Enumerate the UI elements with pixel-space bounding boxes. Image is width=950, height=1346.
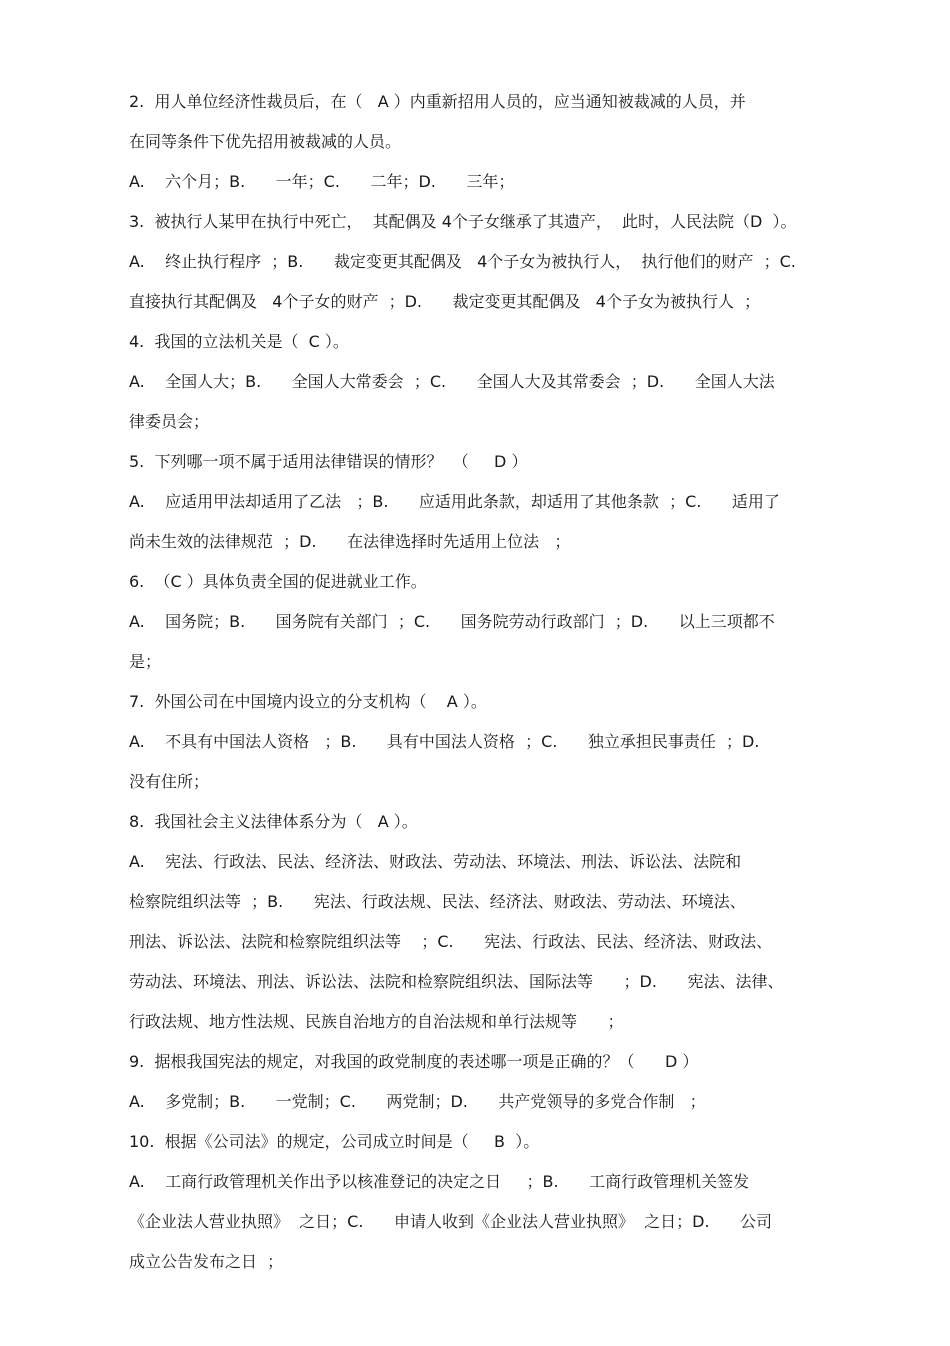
text-line: 劳动法、环境法、刑法、诉讼法、法院和检察院组织法、国际法等 ；D. 宪法、法律、 xyxy=(129,972,784,991)
text-line: 8. 我国社会主义法律体系分为（ A ）。 xyxy=(129,812,418,831)
text-line: 7. 外国公司在中国境内设立的分支机构（ A ）。 xyxy=(129,692,487,711)
text-line: 没有住所； xyxy=(129,772,210,791)
text-line: 检察院组织法等 ；B. 宪法、行政法规、民法、经济法、财政法、劳动法、环境法、 xyxy=(129,892,746,911)
text-line: 3. 被执行人某甲在执行中死亡， 其配偶及 4个子女继承了其遗产， 此时，人民法院（D ）。 xyxy=(129,212,797,231)
text-line: 刑法、诉讼法、法院和检察院组织法等 ；C. 宪法、行政法、民法、经济法、财政法、 xyxy=(129,932,773,951)
text-line: 直接执行其配偶及 4个子女的财产 ；D. 裁定变更其配偶及 4个子女为被执行人 ； xyxy=(129,292,761,311)
text-line: A. 国务院；B. 国务院有关部门 ；C. 国务院劳动行政部门 ；D. 以上三项都不 xyxy=(129,612,775,631)
text-line: 行政法规、地方性法规、民族自治地方的自治法规和单行法规等 ； xyxy=(129,1012,624,1031)
text-line: 4. 我国的立法机关是（ C ）。 xyxy=(129,332,349,351)
text-line: A. 全国人大；B. 全国人大常委会 ；C. 全国人大及其常委会 ；D. 全国人大法 xyxy=(129,372,775,391)
text-line: A. 宪法、行政法、民法、经济法、财政法、劳动法、环境法、刑法、诉讼法、法院和 xyxy=(129,852,742,871)
text-line: 9. 据根我国宪法的规定，对我国的政党制度的表述哪一项是正确的？（ D ） xyxy=(129,1052,699,1071)
text-line: 在同等条件下优先招用被裁减的人员。 xyxy=(129,132,402,151)
text-line: 《企业法人营业执照》 之日；C. 申请人收到《企业法人营业执照》 之日；D. 公司 xyxy=(129,1212,773,1231)
text-line: 2. 用人单位经济性裁员后，在（ A ）内重新招用人员的，应当通知被裁减的人员，并 xyxy=(129,92,746,111)
text-line: A. 不具有中国法人资格 ；B. 具有中国法人资格 ；C. 独立承担民事责任 ；D. xyxy=(129,732,760,751)
text-line: 5. 下列哪一项不属于适用法律错误的情形？ （ D ） xyxy=(129,452,528,471)
text-line: 成立公告发布之日 ； xyxy=(129,1252,284,1271)
text-line: A. 应适用甲法却适用了乙法 ；B. 应适用此条款，却适用了其他条款 ；C. 适用了 xyxy=(129,492,780,511)
text-line: A. 工商行政管理机关作出予以核准登记的决定之日 ；B. 工商行政管理机关签发 xyxy=(129,1172,750,1191)
text-line: A. 终止执行程序 ；B. 裁定变更其配偶及 4个子女为被执行人， 执行他们的财产 ；C. xyxy=(129,252,796,271)
text-line: A. 六个月；B. 一年；C. 二年；D. 三年； xyxy=(129,172,515,191)
text-line: 律委员会； xyxy=(129,412,210,431)
question-list xyxy=(129,88,854,1288)
text-line: 6. （C ）具体负责全国的促进就业工作。 xyxy=(129,572,427,591)
text-line: 是； xyxy=(129,652,162,671)
text-line: A. 多党制；B. 一党制；C. 两党制；D. 共产党领导的多党合作制 ； xyxy=(129,1092,706,1111)
text-line: 尚未生效的法律规范 ；D. 在法律选择时先适用上位法 ； xyxy=(129,532,571,551)
text-line: 10. 根据《公司法》的规定，公司成立时间是（ B ）。 xyxy=(129,1132,540,1151)
